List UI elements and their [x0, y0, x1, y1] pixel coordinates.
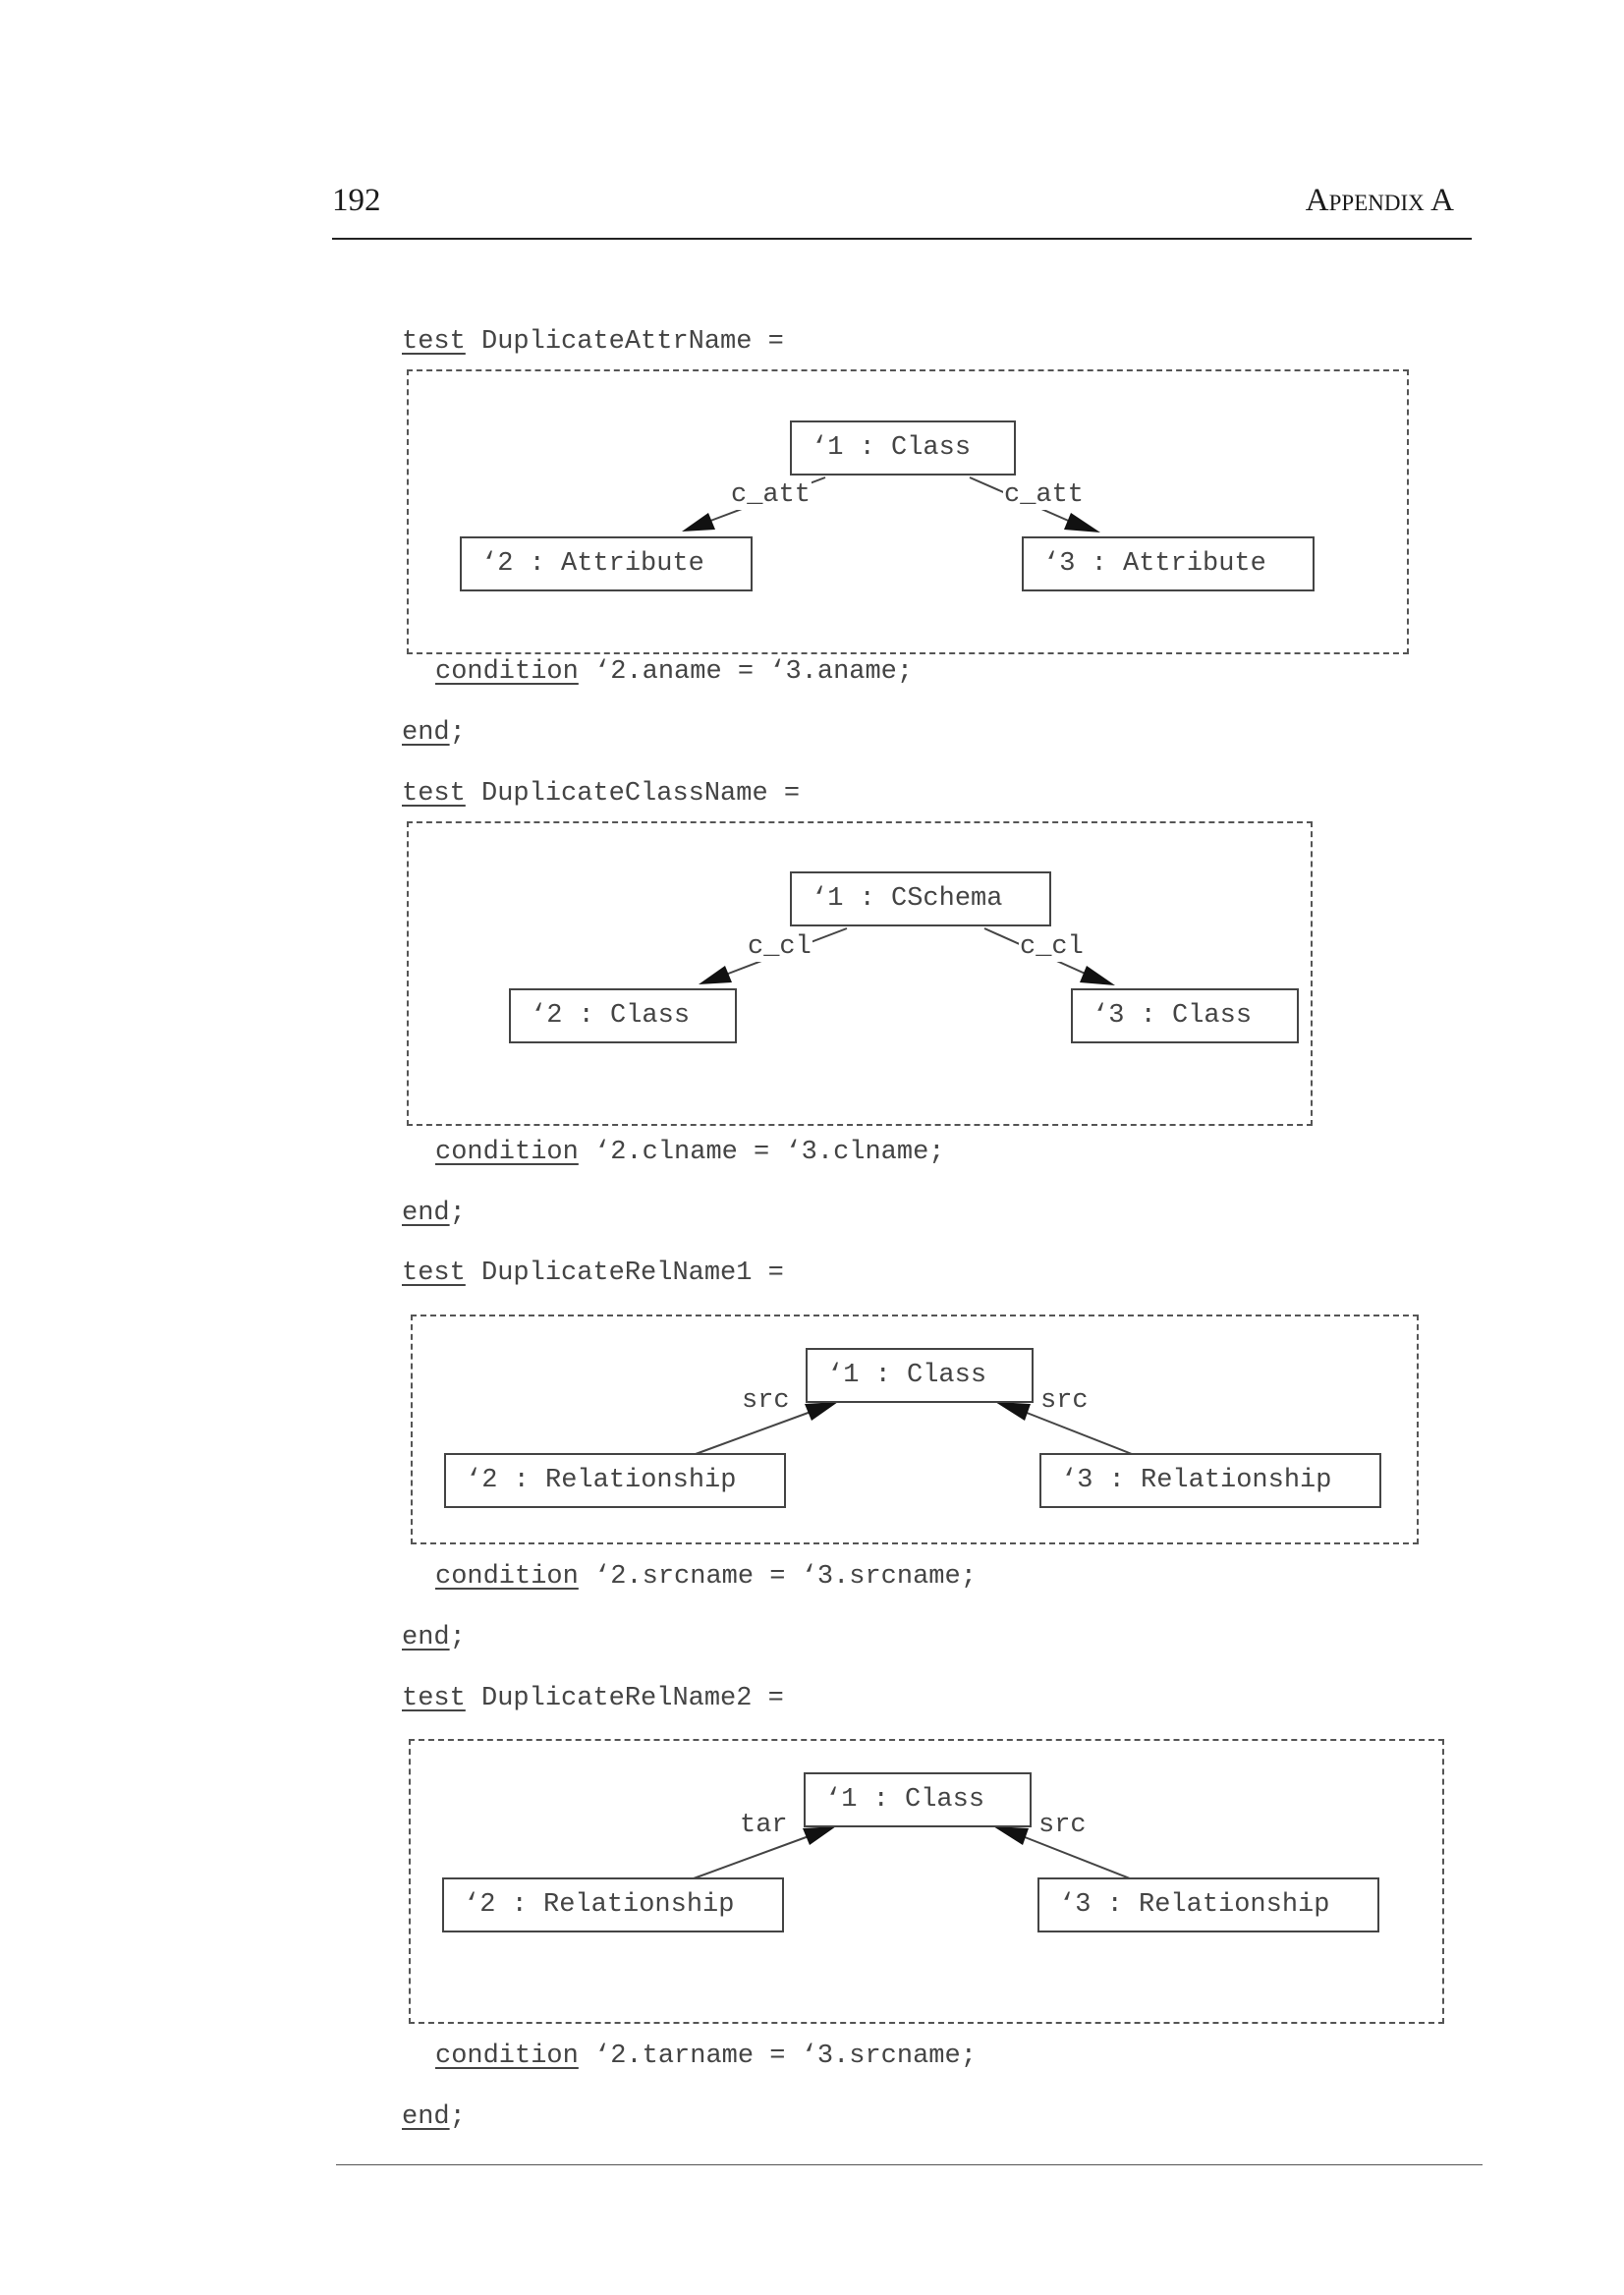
node-3: ‘3 : Relationship	[1037, 1877, 1379, 1932]
condition-expression: ‘2.aname = ‘3.aname;	[578, 657, 914, 687]
node-2: ‘2 : Class	[509, 988, 737, 1043]
keyword-end: end	[402, 2102, 450, 2132]
test-heading	[402, 327, 784, 357]
end-semicolon: ;	[449, 1623, 466, 1652]
keyword-condition: condition	[435, 2042, 579, 2071]
test-name: DuplicateClassName =	[465, 779, 801, 809]
chapter-title: Appendix A	[1305, 183, 1454, 218]
test-heading	[402, 779, 800, 809]
condition-expression: ‘2.clname = ‘3.clname;	[578, 1138, 945, 1167]
edge-label: src	[1038, 1811, 1087, 1840]
condition-line	[435, 657, 913, 687]
keyword-condition: condition	[435, 1138, 579, 1167]
edge-label: c_cl	[1020, 932, 1084, 962]
test-heading	[402, 1684, 784, 1713]
node-3: ‘3 : Attribute	[1022, 536, 1315, 591]
node-3: ‘3 : Relationship	[1039, 1453, 1381, 1508]
keyword-end: end	[402, 1623, 450, 1652]
edge-label: c_cl	[748, 932, 812, 962]
test-name: DuplicateAttrName =	[465, 327, 784, 357]
footer-rule	[336, 2164, 1483, 2165]
test-heading	[402, 1259, 784, 1288]
edge-label: src	[742, 1386, 790, 1416]
condition-line	[435, 2042, 977, 2071]
keyword-end: end	[402, 1199, 450, 1228]
end-semicolon: ;	[449, 2102, 466, 2132]
test-name: DuplicateRelName1 =	[465, 1259, 784, 1288]
pattern-frame	[407, 821, 1313, 1126]
node-3: ‘3 : Class	[1071, 988, 1299, 1043]
end-semicolon: ;	[449, 718, 466, 748]
keyword-test: test	[402, 779, 466, 809]
pattern-frame	[407, 369, 1409, 654]
condition-expression: ‘2.tarname = ‘3.srcname;	[578, 2042, 977, 2071]
test-name: DuplicateRelName2 =	[465, 1684, 784, 1713]
keyword-test: test	[402, 1259, 466, 1288]
page-number: 192	[332, 183, 381, 218]
node-1: ‘1 : Class	[806, 1348, 1034, 1403]
keyword-condition: condition	[435, 657, 579, 687]
condition-line	[435, 1562, 977, 1592]
edge-label: tar	[740, 1811, 788, 1840]
end-semicolon: ;	[449, 1199, 466, 1228]
end-line	[402, 1623, 466, 1652]
keyword-condition: condition	[435, 1562, 579, 1592]
edge-label: c_att	[731, 480, 812, 510]
condition-line	[435, 1138, 945, 1167]
edge-label: src	[1040, 1386, 1089, 1416]
condition-expression: ‘2.srcname = ‘3.srcname;	[578, 1562, 977, 1592]
node-1: ‘1 : CSchema	[790, 871, 1051, 926]
keyword-end: end	[402, 718, 450, 748]
edge-label: c_att	[1004, 480, 1085, 510]
end-line	[402, 1199, 466, 1228]
node-2: ‘2 : Relationship	[444, 1453, 786, 1508]
node-2: ‘2 : Relationship	[442, 1877, 784, 1932]
node-1: ‘1 : Class	[790, 420, 1016, 476]
end-line	[402, 2102, 466, 2132]
keyword-test: test	[402, 1684, 466, 1713]
node-2: ‘2 : Attribute	[460, 536, 753, 591]
keyword-test: test	[402, 327, 466, 357]
node-1: ‘1 : Class	[804, 1772, 1032, 1827]
end-line	[402, 718, 466, 748]
